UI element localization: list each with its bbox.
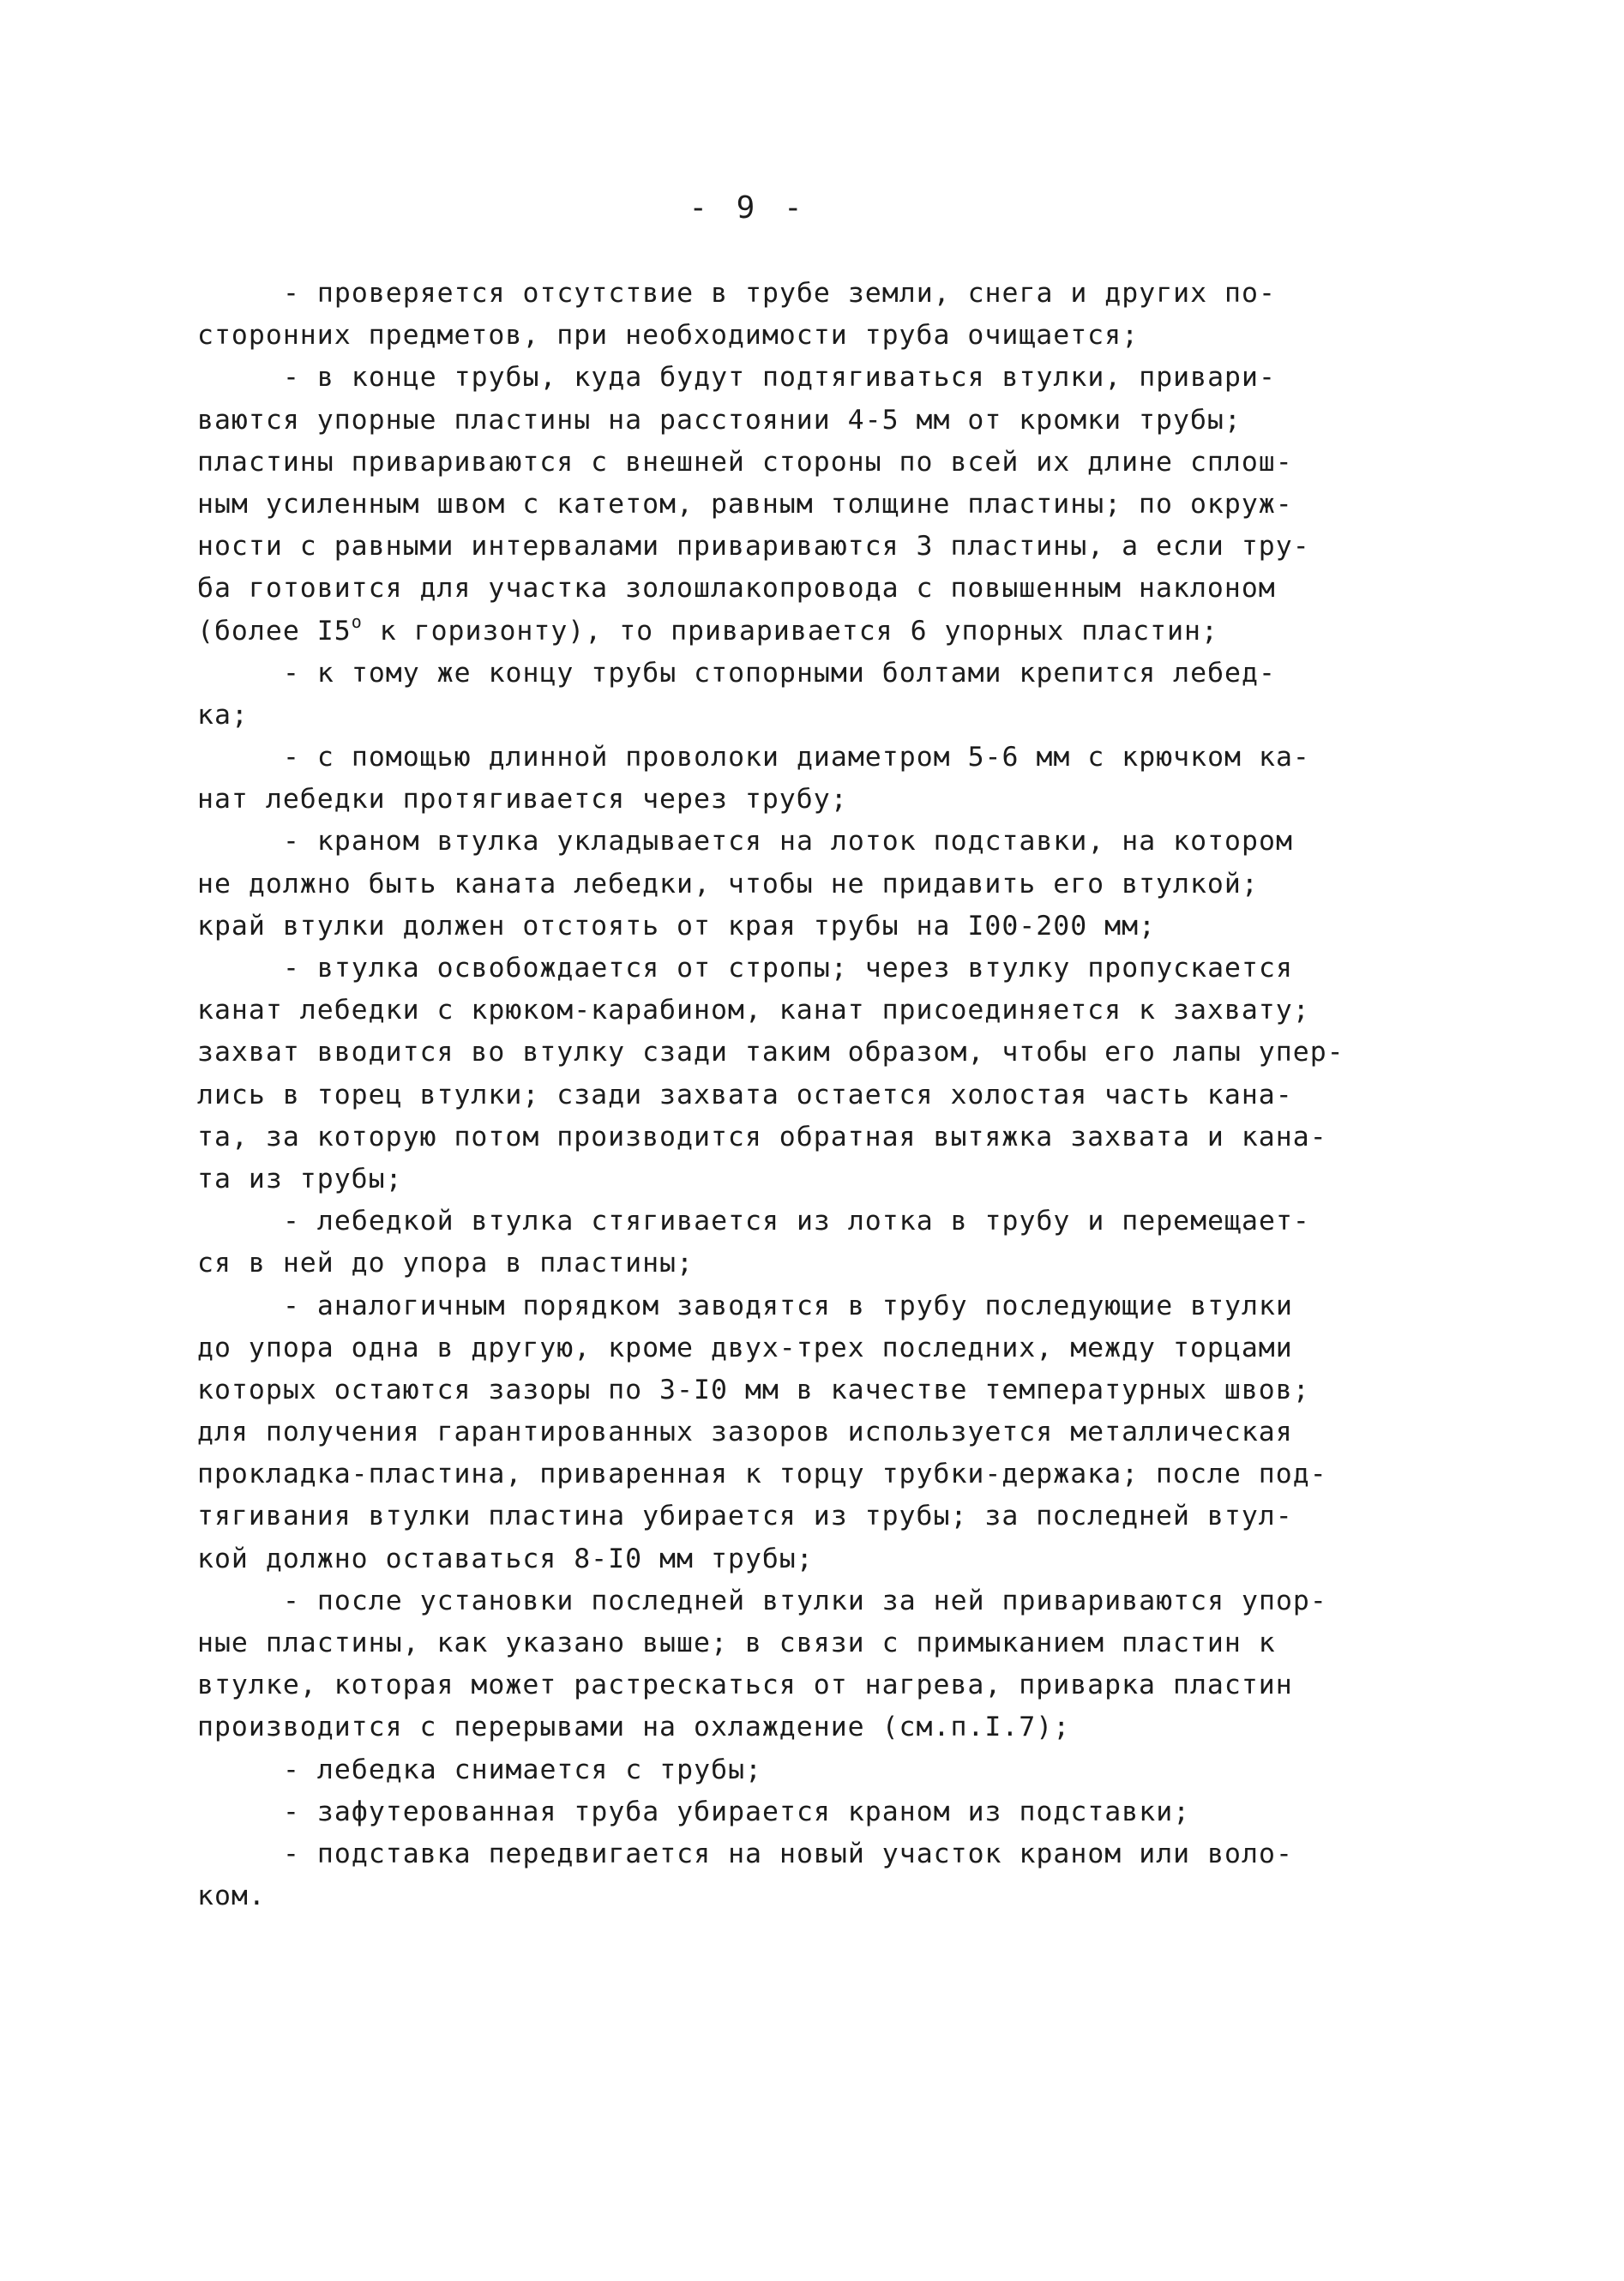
text-line: край втулки должен отстоять от края трубы на I00-200 мм; xyxy=(197,910,1157,942)
text-line: для получения гарантированных зазоров используется металлическая xyxy=(197,1417,1293,1448)
text-line: - с помощью длинной проволоки диаметром 5-6 мм с крючком ка- xyxy=(283,742,1310,773)
text-line-with-degree xyxy=(197,611,1355,653)
text-line: - втулка освобождается от стропы; через втулку пропускается xyxy=(283,953,1293,984)
text-line: та, за которую потом производится обратная вытяжка захвата и кана- xyxy=(197,1121,1327,1153)
text-line: ба готовится для участка золошлакопровода с повышенным наклоном xyxy=(197,573,1276,605)
text-line: захват вводится во втулку сзади таким образом, чтобы его лапы упер- xyxy=(197,1037,1344,1068)
text-line: - зафутерованная труба убирается краном из подставки; xyxy=(283,1796,1191,1827)
text-line: - краном втулка укладывается на лоток подставки, на котором xyxy=(283,826,1293,858)
text-line: не должно быть каната лебедки, чтобы не придавить его втулкой; xyxy=(197,868,1259,900)
text-line: ваются упорные пластины на расстоянии 4-5 мм от кромки трубы; xyxy=(197,404,1242,436)
text-line: ком. xyxy=(197,1881,266,1912)
text-line: ся в ней до упора в пластины; xyxy=(197,1248,694,1279)
text-line: - после установки последней втулки за ней привариваются упор- xyxy=(283,1585,1327,1616)
text-line: - к тому же концу трубы стопорными болтами крепится лебед- xyxy=(283,657,1276,689)
text-line: - аналогичным порядком заводятся в трубу последующие втулки xyxy=(283,1290,1293,1321)
body-text xyxy=(197,273,1355,1917)
text-line: до упора одна в другую, кроме двух-трех последних, между торцами xyxy=(197,1332,1293,1363)
text-line: тягивания втулки пластина убирается из трубы; за последней втул- xyxy=(197,1501,1293,1532)
text-line: сторонних предметов, при необходимости труба очищается; xyxy=(197,320,1140,352)
degree-superscript: о xyxy=(351,611,363,632)
text-line: - в конце трубы, куда будут подтягиваться втулки, привари- xyxy=(283,362,1276,394)
text-line: пластины привариваются с внешней стороны по всей их длине сплош- xyxy=(197,446,1293,478)
degree-line-after: к горизонту), то приваривается 6 упорных пластин; xyxy=(362,615,1218,647)
text-line: - подставка передвигается на новый участок краном или воло- xyxy=(283,1838,1293,1869)
text-line: ные пластины, как указано выше; в связи с примыканием пластин к xyxy=(197,1628,1276,1658)
text-line: лись в торец втулки; сзади захвата остается холостая часть кана- xyxy=(197,1079,1293,1110)
text-line: ка; xyxy=(197,699,249,731)
text-line: ности с равными интервалами привариваются 3 пластины, а если тру- xyxy=(197,531,1310,563)
degree-line-before: (более I5 xyxy=(197,615,352,647)
text-line: прокладка-пластина, приваренная к торцу трубки-держака; после под- xyxy=(197,1459,1327,1490)
text-line: которых остаются зазоры по 3-I0 мм в качестве температурных швов; xyxy=(197,1374,1310,1405)
text-line: та из трубы; xyxy=(197,1163,403,1195)
text-line: втулке, которая может растрескаться от нагрева, приварка пластин xyxy=(197,1670,1293,1701)
text-line: кой должно оставаться 8-I0 мм трубы; xyxy=(197,1543,814,1574)
text-line: производится с перерывами на охлаждение (см.п.I.7); xyxy=(197,1712,1071,1743)
text-line: - проверяется отсутствие в трубе земли, снега и других по- xyxy=(283,278,1276,309)
text-line: - лебедка снимается с трубы; xyxy=(283,1754,763,1785)
text-line: канат лебедки с крюком-карабином, канат присоединяется к захвату; xyxy=(197,995,1310,1026)
text-line: ным усиленным швом с катетом, равным толщине пластины; по окруж- xyxy=(197,488,1293,520)
text-line: - лебедкой втулка стягивается из лотка в трубу и перемещает- xyxy=(283,1206,1310,1237)
text-line: нат лебедки протягивается через трубу; xyxy=(197,784,848,816)
page-number: - 9 - xyxy=(689,190,808,226)
